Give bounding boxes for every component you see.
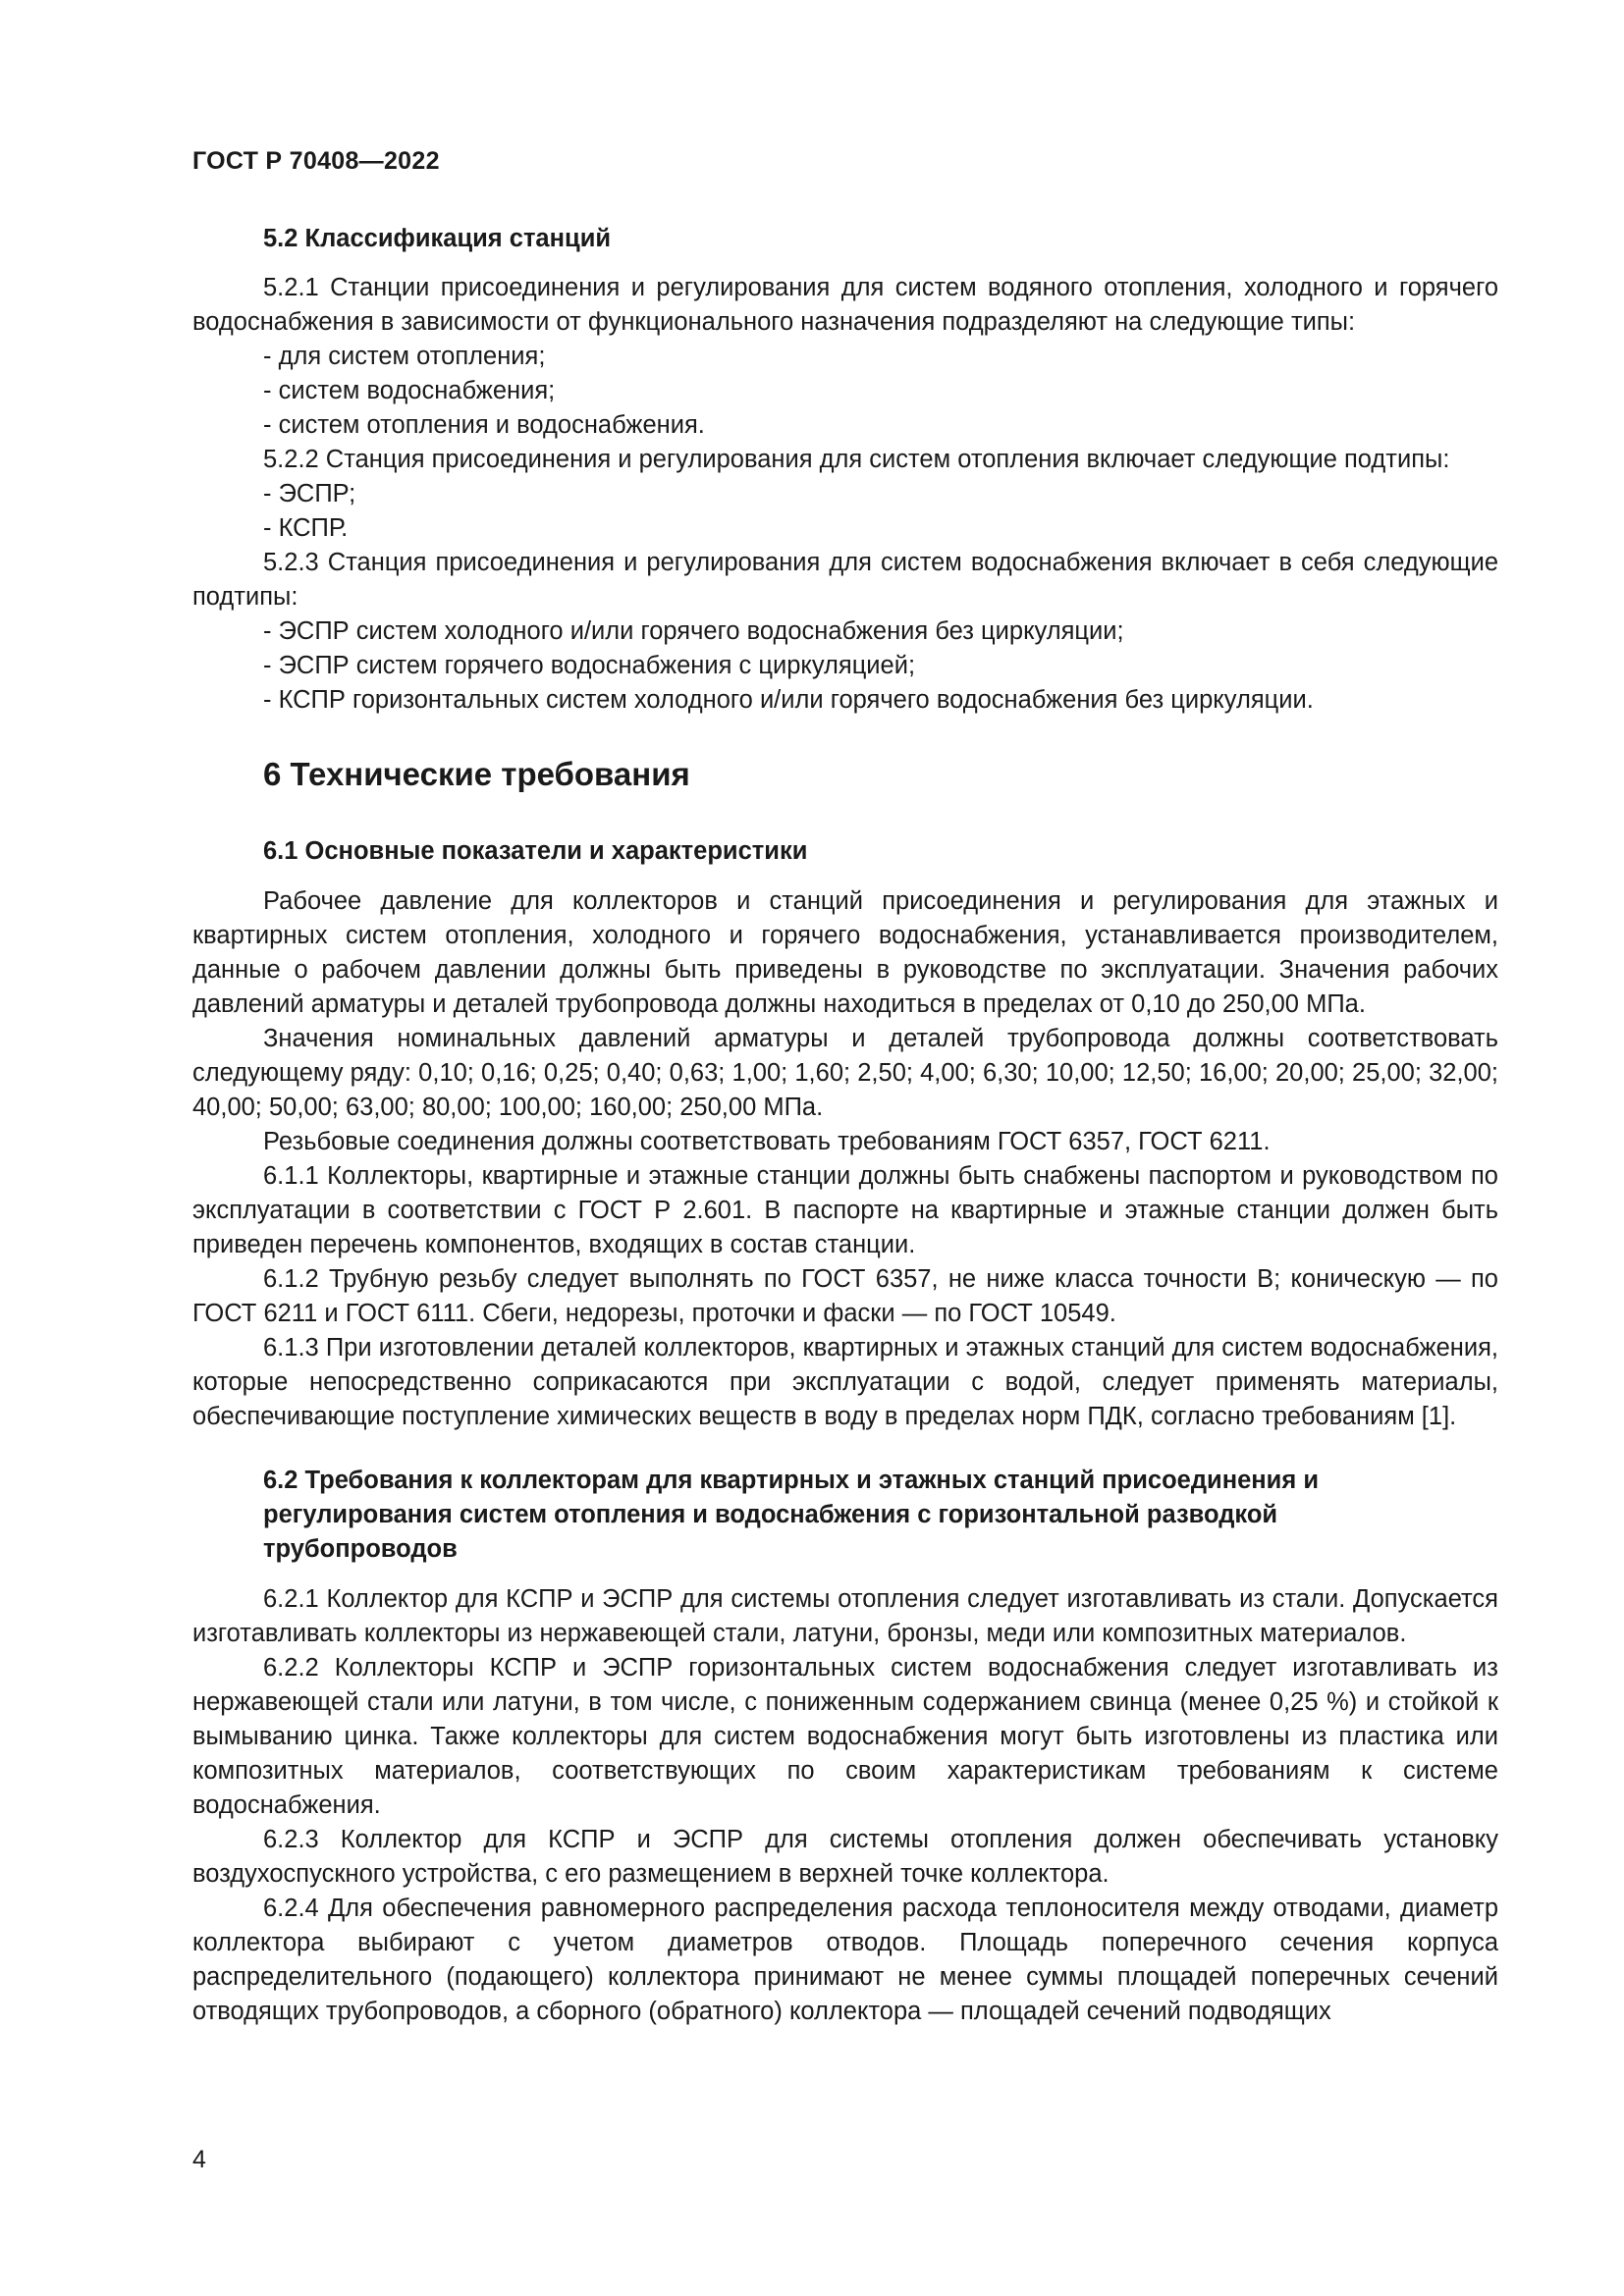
paragraph-6-1-working-pressure: Рабочее давление для коллекторов и станций присоединения и регулирования для этажных и квартирных систем отопления, холодного и горячего водоснабжения, устанавливается производителем, данные о рабочем давлении должны быть приведены в руководстве по эксплуатации. Значения рабочих давлений арматуры и деталей трубопровода должны находиться в пределах от 0,10 до 250,00 МПа. (192, 887, 1498, 1018)
paragraph-5-2-2: 5.2.2 Станция присоединения и регулирования для систем отопления включает следующие подтипы: (263, 446, 1450, 473)
list-item: - ЭСПР систем горячего водоснабжения с циркуляцией; (263, 652, 916, 679)
paragraph-6-1-3: 6.1.3 При изготовлении деталей коллекторов, квартирных и этажных станций для систем водоснабжения, которые непосредственно соприкасаются при эксплуатации с водой, следует применять материалы, обеспечивающие поступление химических веществ в воду в пределах норм ПДК, согласно требованиям [1]. (192, 1334, 1498, 1430)
paragraph-6-2-4: 6.2.4 Для обеспечения равномерного распределения расхода теплоносителя между отводами, диаметр коллектора выбирают с учетом диаметров отводов. Площадь поперечного сечения корпуса распределительного (подающего) коллектора принимают не менее суммы площадей поперечных сечений отводящих трубопроводов, а сборного (обратного) коллектора — площадей сечений подводящих (192, 1895, 1498, 2025)
paragraph-6-1-nominal-pressure: Значения номинальных давлений арматуры и деталей трубопровода должны соответствовать следующему ряду: 0,10; 0,16; 0,25; 0,40; 0,63; 1,00; 1,60; 2,50; 4,00; 6,30; 10,00; 12,50; 16,00; 20,00; 25,00; 32,00; 40,00; 50,00; 63,00; 80,00; 100,00; 160,00; 250,00 МПа. (192, 1025, 1498, 1121)
paragraph-6-2-1: 6.2.1 Коллектор для КСПР и ЭСПР для системы отопления следует изготавливать из стали. Допускается изготавливать коллекторы из нержавеющей стали, латуни, бронзы, меди или композитных материалов. (192, 1585, 1498, 1647)
section-6-2-heading: 6.2 Требования к коллекторам для квартирных и этажных станций присоединения и регулирования систем отопления и водоснабжения с горизонтальной разводкой трубопроводов (263, 1467, 1319, 1563)
list-item: - ЭСПР систем холодного и/или горячего водоснабжения без циркуляции; (263, 617, 1124, 645)
paragraph-6-1-2: 6.1.2 Трубную резьбу следует выполнять по ГОСТ 6357, не ниже класса точности В; коническую — по ГОСТ 6211 и ГОСТ 6111. Сбеги, недорезы, проточки и фаски — по ГОСТ 10549. (192, 1265, 1498, 1327)
paragraph-6-1-1: 6.1.1 Коллекторы, квартирные и этажные станции должны быть снабжены паспортом и руководством по эксплуатации в соответствии с ГОСТ Р 2.601. В паспорте на квартирные и этажные станции должен быть приведен перечень компонентов, входящих в состав станции. (192, 1162, 1498, 1258)
section-6-heading: 6 Технические требования (263, 756, 690, 792)
section-6-1-heading: 6.1 Основные показатели и характеристики (263, 837, 808, 865)
page-number: 4 (192, 2146, 206, 2173)
list-item: - систем водоснабжения; (263, 377, 556, 404)
list-item: - КСПР. (263, 514, 349, 542)
list-item: - для систем отопления; (263, 343, 546, 370)
paragraph-6-2-2: 6.2.2 Коллекторы КСПР и ЭСПР горизонтальных систем водоснабжения следует изготавливать из нержавеющей стали или латуни, в том числе, с пониженным содержанием свинца (менее 0,25 %) и стойкой к вымыванию цинка. Также коллекторы для систем водоснабжения могут быть изготовлены из пластика или композитных материалов, соответствующих по своим характеристикам требованиям к системе водоснабжения. (192, 1654, 1498, 1819)
list-item: - систем отопления и водоснабжения. (263, 411, 705, 439)
section-5-2-heading: 5.2 Классификация станций (263, 225, 612, 252)
paragraph-6-2-3: 6.2.3 Коллектор для КСПР и ЭСПР для системы отопления должен обеспечивать установку воздухоспускного устройства, с его размещением в верхней точке коллектора. (192, 1826, 1498, 1888)
paragraph-5-2-3: 5.2.3 Станция присоединения и регулирования для систем водоснабжения включает в себя следующие подтипы: (192, 549, 1498, 611)
document-id-header: ГОСТ Р 70408—2022 (192, 147, 440, 175)
page-content (192, 222, 1498, 2029)
list-item: - КСПР горизонтальных систем холодного и/или горячего водоснабжения без циркуляции. (263, 686, 1314, 714)
paragraph-6-1-threads: Резьбовые соединения должны соответствовать требованиям ГОСТ 6357, ГОСТ 6211. (263, 1128, 1271, 1155)
list-item: - ЭСПР; (263, 480, 356, 507)
paragraph-5-2-1: 5.2.1 Станции присоединения и регулирования для систем водяного отопления, холодного и горячего водоснабжения в зависимости от функционального назначения подразделяют на следующие типы: (192, 274, 1498, 336)
